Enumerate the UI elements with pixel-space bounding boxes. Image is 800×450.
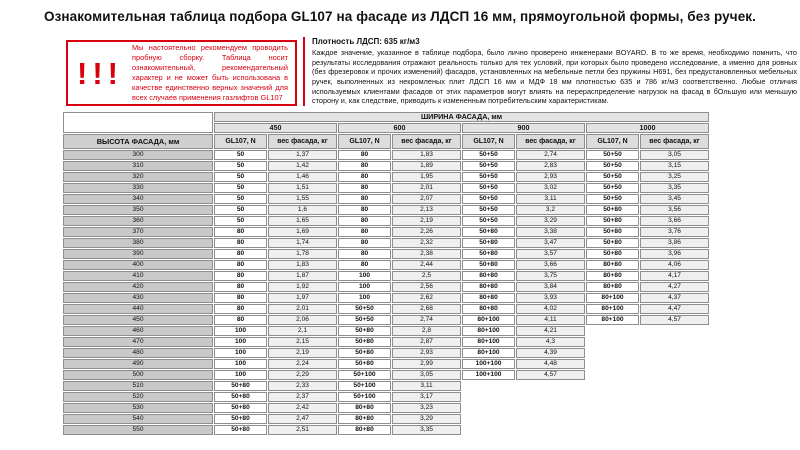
gl107-value-cell: 80 — [338, 238, 391, 248]
facade-height-cell: 380 — [63, 238, 213, 248]
gl107-header: GL107, N — [338, 134, 391, 149]
empty-cell — [586, 403, 639, 413]
facade-height-cell: 520 — [63, 392, 213, 402]
table-row — [63, 172, 709, 182]
weight-value-cell: 2,42 — [268, 403, 337, 413]
table-row — [63, 326, 709, 336]
facade-height-cell: 370 — [63, 227, 213, 237]
weight-value-cell: 2,13 — [392, 205, 461, 215]
width-group-1000: 1000 — [586, 123, 709, 133]
facade-height-cell: 550 — [63, 425, 213, 435]
weight-value-cell: 2,93 — [392, 348, 461, 358]
gl107-value-cell: 100 — [338, 282, 391, 292]
weight-value-cell: 3,56 — [640, 205, 709, 215]
weight-value-cell: 2,37 — [268, 392, 337, 402]
gl107-value-cell: 50+80 — [586, 216, 639, 226]
facade-height-cell: 400 — [63, 260, 213, 270]
facade-height-cell: 410 — [63, 271, 213, 281]
empty-cell — [462, 425, 515, 435]
gl107-value-cell: 50+80 — [338, 348, 391, 358]
table-row — [63, 282, 709, 292]
weight-value-cell: 2,24 — [268, 359, 337, 369]
weight-value-cell: 3,57 — [516, 249, 585, 259]
weight-value-cell: 3,66 — [516, 260, 585, 270]
gl107-value-cell: 50+80 — [462, 260, 515, 270]
weight-value-cell: 2,56 — [392, 282, 461, 292]
weight-value-cell: 1,74 — [268, 238, 337, 248]
warning-text: Мы настоятельно рекомендуем проводить пробную сборку. Таблица носит ознакомительный, рекомендательный характер и не может быть использована в качестве единственно верных значений для всех случаев применения газлифтов GL107 — [131, 43, 288, 102]
gl107-value-cell: 80 — [338, 194, 391, 204]
gl107-value-cell: 80 — [338, 150, 391, 160]
weight-value-cell: 3,66 — [640, 216, 709, 226]
intro-block — [303, 37, 797, 106]
gl107-value-cell: 80+100 — [462, 326, 515, 336]
weight-value-cell: 1,89 — [392, 161, 461, 171]
empty-cell — [516, 392, 585, 402]
table-row — [63, 227, 709, 237]
gl107-value-cell: 80+80 — [462, 271, 515, 281]
selection-table — [62, 111, 710, 436]
gl107-value-cell: 100 — [214, 326, 267, 336]
weight-value-cell: 4,11 — [516, 315, 585, 325]
table-row — [63, 205, 709, 215]
gl107-value-cell: 80+80 — [462, 293, 515, 303]
facade-height-cell: 300 — [63, 150, 213, 160]
facade-height-cell: 390 — [63, 249, 213, 259]
selection-table-wrap — [62, 111, 710, 436]
weight-value-cell: 3,93 — [516, 293, 585, 303]
table-row — [63, 370, 709, 380]
gl107-value-cell: 50+50 — [462, 216, 515, 226]
gl107-value-cell: 100 — [214, 337, 267, 347]
density-label: Плотность ЛДСП: 635 кг/м3 — [312, 37, 420, 46]
empty-cell — [640, 414, 709, 424]
weight-header: вес фасада, кг — [268, 134, 337, 149]
gl107-value-cell: 50 — [214, 183, 267, 193]
gl107-value-cell: 100 — [214, 359, 267, 369]
gl107-value-cell: 50+50 — [586, 183, 639, 193]
gl107-value-cell: 80+80 — [586, 260, 639, 270]
empty-cell — [640, 425, 709, 435]
gl107-value-cell: 50+80 — [462, 227, 515, 237]
weight-header: вес фасада, кг — [640, 134, 709, 149]
weight-value-cell: 2,06 — [268, 315, 337, 325]
weight-value-cell: 4,17 — [640, 271, 709, 281]
weight-value-cell: 3,2 — [516, 205, 585, 215]
gl107-value-cell: 80 — [214, 260, 267, 270]
gl107-value-cell: 50+50 — [462, 150, 515, 160]
facade-height-cell: 340 — [63, 194, 213, 204]
facade-height-cell: 310 — [63, 161, 213, 171]
gl107-value-cell: 50+50 — [462, 194, 515, 204]
gl107-value-cell: 50+50 — [462, 172, 515, 182]
weight-value-cell: 2,62 — [392, 293, 461, 303]
gl107-value-cell: 80 — [338, 260, 391, 270]
facade-height-cell: 430 — [63, 293, 213, 303]
warning-exclamation-icon: !!! — [77, 55, 123, 91]
gl107-value-cell: 50+80 — [214, 425, 267, 435]
weight-value-cell: 3,45 — [640, 194, 709, 204]
weight-value-cell: 1,55 — [268, 194, 337, 204]
empty-cell — [640, 337, 709, 347]
gl107-value-cell: 80 — [214, 304, 267, 314]
gl107-value-cell: 50+50 — [462, 183, 515, 193]
empty-cell — [586, 359, 639, 369]
gl107-header: GL107, N — [586, 134, 639, 149]
facade-height-cell: 540 — [63, 414, 213, 424]
gl107-value-cell: 80 — [338, 227, 391, 237]
weight-value-cell: 4,02 — [516, 304, 585, 314]
weight-value-cell: 2,19 — [268, 348, 337, 358]
gl107-value-cell: 80+80 — [338, 425, 391, 435]
facade-height-cell: 470 — [63, 337, 213, 347]
facade-height-cell: 500 — [63, 370, 213, 380]
empty-cell — [462, 414, 515, 424]
weight-value-cell: 4,3 — [516, 337, 585, 347]
gl107-value-cell: 80+100 — [462, 315, 515, 325]
gl107-value-cell: 50 — [214, 205, 267, 215]
weight-header: вес фасада, кг — [516, 134, 585, 149]
gl107-value-cell: 50 — [214, 161, 267, 171]
table-body — [63, 150, 709, 435]
table-row — [63, 337, 709, 347]
table-row — [63, 403, 709, 413]
gl107-value-cell: 80+80 — [462, 304, 515, 314]
gl107-value-cell: 50+80 — [338, 337, 391, 347]
weight-value-cell: 3,35 — [640, 183, 709, 193]
gl107-value-cell: 100+100 — [462, 359, 515, 369]
gl107-value-cell: 80 — [338, 205, 391, 215]
gl107-value-cell: 80 — [338, 249, 391, 259]
facade-height-cell: 440 — [63, 304, 213, 314]
gl107-value-cell: 80 — [214, 271, 267, 281]
weight-value-cell: 2,01 — [268, 304, 337, 314]
empty-cell — [586, 326, 639, 336]
weight-value-cell: 2,07 — [392, 194, 461, 204]
weight-value-cell: 2,83 — [516, 161, 585, 171]
width-group-450: 450 — [214, 123, 337, 133]
intro-paragraph: Каждое значение, указанное в таблице подбора, было лично проверено инженерами BOYARD. В то же время, необходимо помнить, что результаты исследования отражают реальность только для тех условий, при которых было проведено исследование, а именно для ровных (без фрезеровок и прочих изменений) фасадов, установленных на мебельные петли без пружины H691, без предустановленных мебельных ручек, выполненных из некромленых плит ЛДСП 16 мм и МДФ 18 мм плотностью 635 и 786 кг/м3 соответственно. Любые отличия используемых клиентами фасадов от этих параметров могут влиять на перераспределение нагрузок на фасад в бОльшую или меньшую сторону и, как следствие, приводить к измененным потребительским характеристикам. — [312, 48, 797, 106]
gl107-value-cell: 100 — [338, 293, 391, 303]
facade-height-cell: 360 — [63, 216, 213, 226]
gl107-value-cell: 80 — [338, 183, 391, 193]
weight-value-cell: 1,78 — [268, 249, 337, 259]
weight-value-cell: 2,68 — [392, 304, 461, 314]
gl107-value-cell: 50+100 — [338, 392, 391, 402]
gl107-value-cell: 80 — [214, 227, 267, 237]
table-row — [63, 425, 709, 435]
empty-cell — [640, 359, 709, 369]
gl107-value-cell: 50+80 — [586, 238, 639, 248]
table-row — [63, 392, 709, 402]
weight-value-cell: 1,69 — [268, 227, 337, 237]
weight-value-cell: 3,05 — [392, 370, 461, 380]
weight-value-cell: 3,11 — [392, 381, 461, 391]
weight-value-cell: 4,27 — [640, 282, 709, 292]
weight-value-cell: 4,21 — [516, 326, 585, 336]
gl107-value-cell: 50+80 — [586, 249, 639, 259]
gl107-value-cell: 50 — [214, 216, 267, 226]
facade-height-cell: 350 — [63, 205, 213, 215]
gl107-value-cell: 50+80 — [462, 249, 515, 259]
weight-value-cell: 2,29 — [268, 370, 337, 380]
table-row — [63, 216, 709, 226]
gl107-value-cell: 50+80 — [462, 238, 515, 248]
weight-value-cell: 4,48 — [516, 359, 585, 369]
weight-value-cell: 3,35 — [392, 425, 461, 435]
table-row — [63, 414, 709, 424]
gl107-value-cell: 50+80 — [214, 381, 267, 391]
weight-header: вес фасада, кг — [392, 134, 461, 149]
table-row — [63, 271, 709, 281]
facade-height-cell: 480 — [63, 348, 213, 358]
table-row — [63, 183, 709, 193]
gl107-header: GL107, N — [214, 134, 267, 149]
empty-cell — [516, 381, 585, 391]
width-group-900: 900 — [462, 123, 585, 133]
table-row — [63, 304, 709, 314]
weight-value-cell: 1,92 — [268, 282, 337, 292]
gl107-value-cell: 50+80 — [214, 392, 267, 402]
weight-value-cell: 2,19 — [392, 216, 461, 226]
weight-value-cell: 1,46 — [268, 172, 337, 182]
weight-value-cell: 3,11 — [516, 194, 585, 204]
gl107-value-cell: 80+80 — [586, 271, 639, 281]
gl107-value-cell: 80+100 — [586, 304, 639, 314]
table-row — [63, 150, 709, 160]
table-row — [63, 359, 709, 369]
weight-value-cell: 3,25 — [640, 172, 709, 182]
empty-cell — [640, 403, 709, 413]
weight-value-cell: 2,99 — [392, 359, 461, 369]
height-header-cell: ВЫСОТА ФАСАДА, мм — [63, 134, 213, 149]
weight-value-cell: 2,44 — [392, 260, 461, 270]
gl107-value-cell: 50+80 — [214, 403, 267, 413]
empty-cell — [462, 392, 515, 402]
weight-value-cell: 3,47 — [516, 238, 585, 248]
weight-value-cell: 3,75 — [516, 271, 585, 281]
gl107-value-cell: 50+100 — [338, 381, 391, 391]
gl107-value-cell: 80+100 — [586, 293, 639, 303]
gl107-value-cell: 80+80 — [338, 414, 391, 424]
table-row — [63, 315, 709, 325]
table-row — [63, 260, 709, 270]
gl107-value-cell: 50+80 — [586, 205, 639, 215]
empty-cell — [586, 425, 639, 435]
weight-value-cell: 1,65 — [268, 216, 337, 226]
gl107-value-cell: 80+80 — [462, 282, 515, 292]
empty-cell — [462, 403, 515, 413]
gl107-value-cell: 80 — [214, 293, 267, 303]
gl107-value-cell: 50+80 — [338, 359, 391, 369]
gl107-value-cell: 80 — [338, 161, 391, 171]
gl107-value-cell: 80+80 — [586, 282, 639, 292]
weight-value-cell: 1,95 — [392, 172, 461, 182]
gl107-value-cell: 100 — [338, 271, 391, 281]
weight-value-cell: 3,23 — [392, 403, 461, 413]
weight-value-cell: 3,38 — [516, 227, 585, 237]
gl107-value-cell: 100 — [214, 370, 267, 380]
empty-cell — [516, 414, 585, 424]
weight-value-cell: 3,76 — [640, 227, 709, 237]
weight-value-cell: 4,39 — [516, 348, 585, 358]
gl107-value-cell: 80+80 — [338, 403, 391, 413]
gl107-value-cell: 50 — [214, 150, 267, 160]
weight-value-cell: 1,83 — [268, 260, 337, 270]
weight-value-cell: 2,1 — [268, 326, 337, 336]
empty-cell — [586, 414, 639, 424]
facade-height-cell: 420 — [63, 282, 213, 292]
gl107-value-cell: 80 — [338, 172, 391, 182]
facade-height-cell: 460 — [63, 326, 213, 336]
width-group-600: 600 — [338, 123, 461, 133]
corner-cell — [63, 112, 213, 133]
weight-value-cell: 3,15 — [640, 161, 709, 171]
gl107-value-cell: 50 — [214, 172, 267, 182]
gl107-value-cell: 50+50 — [462, 161, 515, 171]
facade-height-cell: 450 — [63, 315, 213, 325]
table-row — [63, 161, 709, 171]
gl107-value-cell: 50+80 — [586, 227, 639, 237]
warning-box — [66, 40, 297, 106]
empty-cell — [640, 370, 709, 380]
gl107-value-cell: 80 — [338, 216, 391, 226]
empty-cell — [640, 326, 709, 336]
weight-value-cell: 3,29 — [516, 216, 585, 226]
table-row — [63, 293, 709, 303]
empty-cell — [586, 392, 639, 402]
gl107-value-cell: 50+50 — [338, 304, 391, 314]
weight-value-cell: 2,15 — [268, 337, 337, 347]
weight-value-cell: 2,01 — [392, 183, 461, 193]
gl107-value-cell: 80 — [214, 315, 267, 325]
weight-value-cell: 2,74 — [392, 315, 461, 325]
table-row — [63, 381, 709, 391]
facade-height-cell: 320 — [63, 172, 213, 182]
weight-value-cell: 1,97 — [268, 293, 337, 303]
table-row — [63, 249, 709, 259]
facade-height-cell: 490 — [63, 359, 213, 369]
weight-value-cell: 4,57 — [516, 370, 585, 380]
facade-height-cell: 530 — [63, 403, 213, 413]
gl107-value-cell: 80+100 — [462, 348, 515, 358]
gl107-value-cell: 100+100 — [462, 370, 515, 380]
gl107-value-cell: 80 — [214, 238, 267, 248]
weight-value-cell: 2,87 — [392, 337, 461, 347]
weight-value-cell: 3,05 — [640, 150, 709, 160]
weight-value-cell: 2,32 — [392, 238, 461, 248]
gl107-value-cell: 80+100 — [586, 315, 639, 325]
table-row — [63, 348, 709, 358]
empty-cell — [640, 392, 709, 402]
weight-value-cell: 3,86 — [640, 238, 709, 248]
gl107-value-cell: 50+80 — [338, 326, 391, 336]
weight-value-cell: 2,38 — [392, 249, 461, 259]
gl107-value-cell: 80 — [214, 282, 267, 292]
weight-value-cell: 1,37 — [268, 150, 337, 160]
weight-value-cell: 4,37 — [640, 293, 709, 303]
weight-value-cell: 1,51 — [268, 183, 337, 193]
empty-cell — [640, 381, 709, 391]
weight-value-cell: 2,33 — [268, 381, 337, 391]
gl107-value-cell: 80+100 — [462, 337, 515, 347]
weight-value-cell: 3,84 — [516, 282, 585, 292]
weight-value-cell: 2,8 — [392, 326, 461, 336]
header-row-width-title — [63, 112, 709, 122]
weight-value-cell: 4,47 — [640, 304, 709, 314]
gl107-value-cell: 50+50 — [586, 194, 639, 204]
weight-value-cell: 2,51 — [268, 425, 337, 435]
gl107-header: GL107, N — [462, 134, 515, 149]
weight-value-cell: 2,47 — [268, 414, 337, 424]
weight-value-cell: 1,83 — [392, 150, 461, 160]
gl107-value-cell: 100 — [214, 348, 267, 358]
weight-value-cell: 1,87 — [268, 271, 337, 281]
weight-value-cell: 3,17 — [392, 392, 461, 402]
table-row — [63, 238, 709, 248]
empty-cell — [462, 381, 515, 391]
weight-value-cell: 3,96 — [640, 249, 709, 259]
empty-cell — [586, 348, 639, 358]
gl107-value-cell: 50+80 — [214, 414, 267, 424]
gl107-value-cell: 50+50 — [586, 172, 639, 182]
empty-cell — [586, 370, 639, 380]
page-title: Ознакомительная таблица подбора GL107 на фасаде из ЛДСП 16 мм, прямоугольной формы, без ручек. — [43, 9, 757, 24]
gl107-value-cell: 50+50 — [586, 161, 639, 171]
weight-value-cell: 2,5 — [392, 271, 461, 281]
gl107-value-cell: 50+50 — [462, 205, 515, 215]
weight-value-cell: 4,57 — [640, 315, 709, 325]
weight-value-cell: 1,6 — [268, 205, 337, 215]
table-row — [63, 194, 709, 204]
empty-cell — [586, 381, 639, 391]
weight-value-cell: 2,26 — [392, 227, 461, 237]
gl107-value-cell: 50+100 — [338, 370, 391, 380]
empty-cell — [516, 403, 585, 413]
weight-value-cell: 2,74 — [516, 150, 585, 160]
gl107-value-cell: 50 — [214, 194, 267, 204]
empty-cell — [516, 425, 585, 435]
weight-value-cell: 1,42 — [268, 161, 337, 171]
weight-value-cell: 3,02 — [516, 183, 585, 193]
weight-value-cell: 2,93 — [516, 172, 585, 182]
gl107-value-cell: 50+50 — [586, 150, 639, 160]
gl107-value-cell: 50+50 — [338, 315, 391, 325]
empty-cell — [586, 337, 639, 347]
empty-cell — [640, 348, 709, 358]
facade-height-cell: 330 — [63, 183, 213, 193]
width-header-cell: ШИРИНА ФАСАДА, мм — [214, 112, 709, 122]
weight-value-cell: 3,29 — [392, 414, 461, 424]
header-row-columns — [63, 134, 709, 149]
weight-value-cell: 4,06 — [640, 260, 709, 270]
facade-height-cell: 510 — [63, 381, 213, 391]
gl107-value-cell: 80 — [214, 249, 267, 259]
